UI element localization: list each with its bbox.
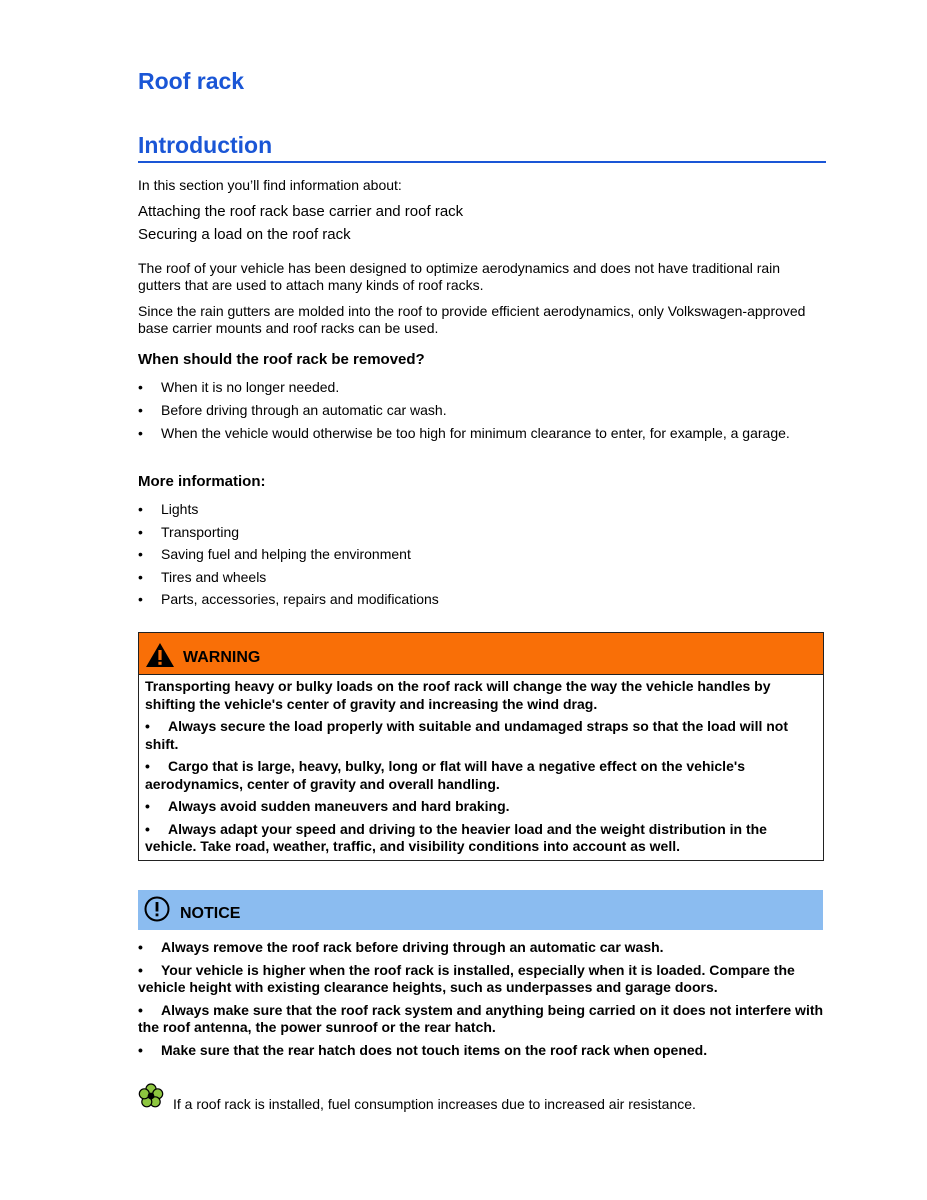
notice-header — [138, 890, 823, 930]
paragraph: The roof of your vehicle has been designed to optimize aerodynamics and does not have traditional rain gutters that are used to attach many kinds of roof racks. — [138, 260, 781, 293]
section-title: Introduction — [138, 132, 826, 163]
warning-triangle-icon — [145, 642, 175, 673]
warning-item-text: Always secure the load properly with suitable and undamaged straps so that the load will not shift. — [145, 718, 789, 752]
topic-link[interactable]: Securing a load on the roof rack — [138, 226, 351, 243]
notice-item-text: Always remove the roof rack before driving through an automatic car wash. — [161, 939, 664, 955]
notice-body — [138, 939, 826, 1064]
list-item-text: When it is no longer needed. — [161, 379, 340, 395]
more-info-link[interactable] — [138, 546, 826, 563]
bullet-icon: • — [145, 718, 150, 734]
bullet-icon: • — [138, 1041, 143, 1058]
more-info-link[interactable] — [138, 569, 826, 586]
bullet-icon: • — [138, 425, 143, 441]
more-info-list — [138, 501, 826, 608]
bullet-icon: • — [138, 501, 143, 517]
intro-lead: In this section you’ll find information about: — [138, 177, 402, 193]
bullet-icon: • — [138, 568, 143, 585]
list-item-text: Transporting — [161, 523, 240, 540]
warning-item-text: Always avoid sudden maneuvers and hard braking. — [168, 798, 510, 814]
warning-intro: Transporting heavy or bulky loads on the roof rack will change the way the vehicle handles by shifting the vehicle's center of gravity and increasing the wind drag. — [145, 678, 771, 712]
bullet-icon: • — [138, 1001, 143, 1018]
warning-item-text: Cargo that is large, heavy, bulky, long or flat will have a negative effect on the vehicle's aerodynamics, center of gravity and overall handling. — [145, 758, 745, 792]
notice-item — [138, 962, 826, 997]
warning-header — [139, 633, 823, 675]
bullet-icon: • — [145, 798, 150, 814]
environment-note-text: If a roof rack is installed, fuel consumption increases due to increased air resistance. — [173, 1096, 696, 1112]
bullet-icon: • — [138, 379, 143, 395]
bullet-icon: • — [138, 591, 143, 607]
warning-item — [145, 758, 817, 793]
list-item-text: Tires and wheels — [161, 568, 267, 585]
list-item-text: Parts, accessories, repairs and modifications — [161, 591, 439, 607]
topic-link[interactable]: Attaching the roof rack base carrier and roof rack — [138, 203, 464, 220]
notice-item — [138, 939, 826, 957]
bullet-icon: • — [138, 402, 143, 418]
notice-item-text: Your vehicle is higher when the roof rack is installed, especially when it is loaded. Compare the vehicle height with existing clearance heights, such as underpasses and garage doors. — [138, 961, 795, 995]
list-item-text: Lights — [161, 501, 199, 517]
more-info-link[interactable] — [138, 591, 826, 608]
notice-item — [138, 1042, 826, 1060]
topic-list — [138, 200, 826, 246]
list-item — [138, 379, 826, 396]
list-item-text: Saving fuel and helping the environment — [161, 546, 411, 562]
flower-icon — [138, 1083, 164, 1114]
list-item — [138, 402, 826, 419]
warning-item-text: Always adapt your speed and driving to the heavier load and the weight distribution in the vehicle. Take road, weather, traffic, and visibility conditions into account as well. — [145, 820, 767, 854]
more-info-link[interactable] — [138, 501, 826, 518]
list-item — [138, 425, 826, 442]
warning-item — [145, 821, 817, 856]
bullet-icon: • — [138, 546, 143, 562]
warning-item — [145, 798, 817, 816]
paragraph: Since the rain gutters are molded into the roof to provide efficient aerodynamics, only Volkswagen-approved base carrier mounts and roof racks can be used. — [138, 303, 806, 336]
bullet-icon: • — [138, 939, 143, 955]
bullet-icon: • — [145, 758, 150, 774]
more-info-link[interactable] — [138, 524, 826, 541]
exclamation-circle-icon — [144, 896, 170, 927]
list-item-text: Before driving through an automatic car wash. — [161, 402, 447, 418]
notice-item-text: Make sure that the rear hatch does not touch items on the roof rack when opened. — [161, 1041, 708, 1058]
notice-item — [138, 1002, 826, 1037]
bullet-icon: • — [145, 820, 150, 837]
more-info-heading: More information: — [138, 473, 266, 490]
warning-body — [139, 675, 823, 860]
warning-item — [145, 718, 817, 753]
notice-title: NOTICE — [180, 905, 241, 922]
list-item-text: When the vehicle would otherwise be too high for minimum clearance to enter, for example, a garage. — [161, 425, 790, 441]
removal-heading: When should the roof rack be removed? — [138, 351, 425, 368]
warning-box — [138, 632, 824, 861]
removal-list — [138, 379, 826, 442]
notice-item-text: Always make sure that the roof rack system and anything being carried on it does not interfere with the roof antenna, the power sunroof or the rear hatch. — [138, 1001, 824, 1035]
bullet-icon: • — [138, 961, 143, 978]
warning-title: WARNING — [183, 649, 261, 666]
bullet-icon: • — [138, 523, 143, 540]
page-title: Roof rack — [138, 68, 245, 94]
